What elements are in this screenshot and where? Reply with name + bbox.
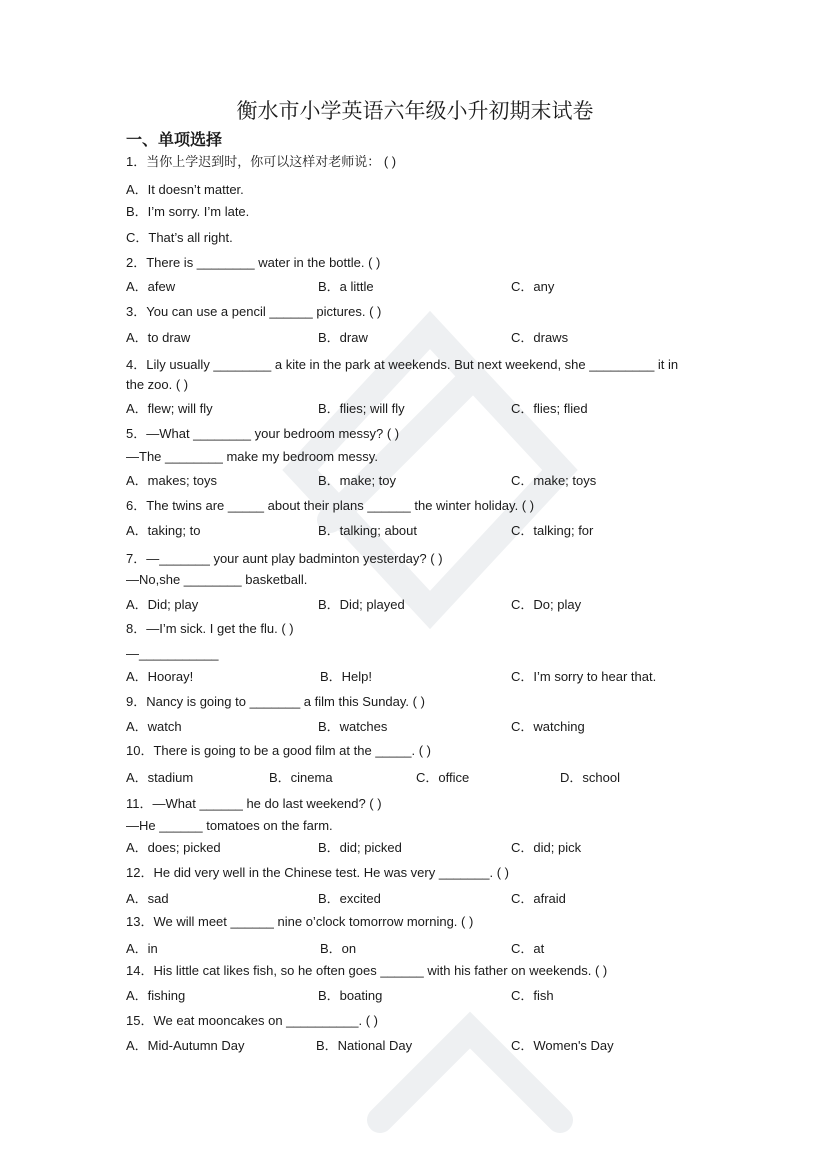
option-9a: A．watch (126, 719, 182, 734)
option-12c: C．afraid (511, 891, 566, 906)
option-4c: C．flies; flied (511, 401, 588, 416)
option-12a: A．sad (126, 891, 169, 906)
question-11-reply: —He ______ tomatoes on the farm. (126, 818, 333, 833)
option-11b: B．did; picked (318, 840, 402, 855)
option-9b: B．watches (318, 719, 388, 734)
question-14: 14．His little cat likes fish, so he often goes ______ with his father on weekends. ( ) (126, 963, 608, 978)
option-5c: C．make; toys (511, 473, 597, 488)
section-heading: 一、单项选择 (126, 132, 223, 149)
option-2a: A．afew (126, 279, 176, 294)
option-10a: A．stadium (126, 770, 194, 785)
option-11c: C．did; pick (511, 840, 582, 855)
option-8b: B．Help! (320, 669, 373, 684)
option-7b: B．Did; played (318, 597, 405, 612)
option-13c: C．at (511, 941, 545, 956)
question-11: 11．—What ______ he do last weekend? ( ) (126, 796, 382, 811)
question-5: 5．—What ________ your bedroom messy? ( ) (126, 426, 400, 441)
question-3: 3．You can use a pencil ______ pictures. ( ) (126, 304, 382, 319)
question-2: 2．There is ________ water in the bottle. ( ) (126, 255, 381, 270)
option-6b: B．talking; about (318, 523, 418, 538)
option-15c: C．Women's Day (511, 1038, 614, 1053)
page-title: 衡水市小学英语六年级小升初期末试卷 (236, 100, 594, 123)
option-2b: B．a little (318, 279, 374, 294)
question-15: 15．We eat mooncakes on __________. ( ) (126, 1013, 378, 1028)
question-8-reply: —___________ (126, 646, 219, 661)
option-1c: C．That’s all right. (126, 230, 233, 245)
option-5a: A．makes; toys (126, 473, 218, 488)
question-5-reply: —The ________ make my bedroom messy. (126, 449, 378, 464)
option-10d: D．school (560, 770, 620, 785)
option-4b: B．flies; will fly (318, 401, 405, 416)
option-4a: A．flew; will fly (126, 401, 213, 416)
option-3a: A．to draw (126, 330, 191, 345)
question-6: 6．The twins are _____ about their plans ______ the winter holiday. ( ) (126, 498, 535, 513)
question-9: 9．Nancy is going to _______ a film this Sunday. ( ) (126, 694, 425, 709)
question-7-reply: —No,she ________ basketball. (126, 572, 308, 587)
option-15a: A．Mid-Autumn Day (126, 1038, 245, 1053)
option-3c: C．draws (511, 330, 569, 345)
question-8: 8．—I’m sick. I get the flu. ( ) (126, 621, 294, 636)
option-1b: B．I’m sorry. I’m late. (126, 204, 250, 219)
option-14b: B．boating (318, 988, 383, 1003)
option-6c: C．talking; for (511, 523, 594, 538)
option-12b: B．excited (318, 891, 381, 906)
option-7a: A．Did; play (126, 597, 199, 612)
option-10c: C．office (416, 770, 470, 785)
option-10b: B．cinema (269, 770, 333, 785)
option-11a: A．does; picked (126, 840, 221, 855)
option-6a: A．taking; to (126, 523, 201, 538)
question-7: 7．—_______ your aunt play badminton yesterday? ( ) (126, 551, 443, 566)
option-8a: A．Hooray! (126, 669, 194, 684)
question-12: 12．He did very well in the Chinese test. He was very _______. ( ) (126, 865, 509, 880)
question-13: 13．We will meet ______ nine o’clock tomorrow morning. ( ) (126, 914, 474, 929)
option-1a: A．It doesn’t matter. (126, 182, 244, 197)
question-4: 4．Lily usually ________ a kite in the park at weekends. But next weekend, she _________ it in (126, 357, 679, 372)
question-10: 10．There is going to be a good film at the _____. ( ) (126, 743, 431, 758)
option-7c: C．Do; play (511, 597, 582, 612)
option-3b: B．draw (318, 330, 368, 345)
option-5b: B．make; toy (318, 473, 397, 488)
option-15b: B．National Day (316, 1038, 413, 1053)
option-14a: A．fishing (126, 988, 186, 1003)
option-9c: C．watching (511, 719, 585, 734)
option-8c: C．I’m sorry to hear that. (511, 669, 657, 684)
option-14c: C．fish (511, 988, 554, 1003)
option-13a: A．in (126, 941, 158, 956)
question-4-cont: the zoo. ( ) (126, 377, 189, 392)
question-1: 1．当你上学迟到时，你可以这样对老师说： ( ) (126, 154, 397, 169)
option-13b: B．on (320, 941, 357, 956)
option-2c: C．any (511, 279, 555, 294)
